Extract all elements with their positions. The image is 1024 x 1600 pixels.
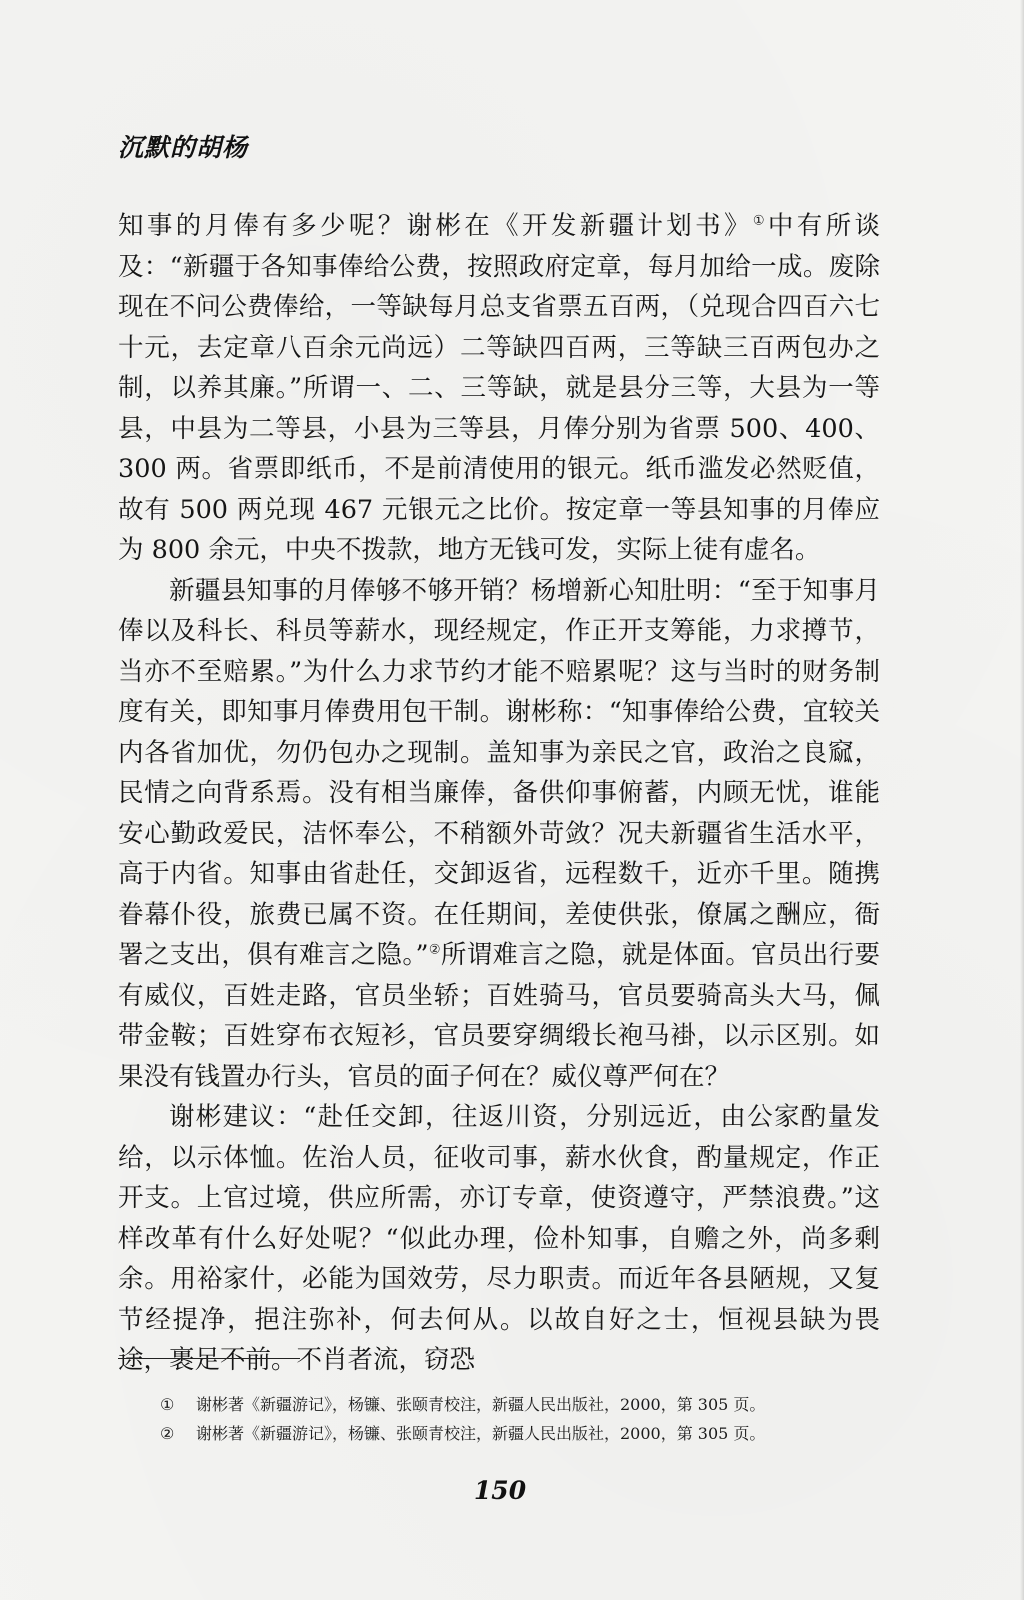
footnote-ref-1: ① (752, 213, 768, 229)
paragraph-2-text-a: 新疆县知事的月俸够不够开销？杨增新心知肚明：“至于知事月俸以及科长、科员等薪水，现经规定，作正开支筹能，力求撙节，当亦不至赔累。”为什么力求节约才能不赔累呢？这与当时的财务制度有关，即知事月俸费用包干制。谢彬称：“知事俸给公费，宜较关内各省加优，勿仍包办之现制。盖知事为亲民之官，政治之良窳，民情之向背系焉。没有相当廉俸，备供仰事俯蓄，内顾无忧，谁能安心勤政爱民，洁怀奉公，不稍额外苛敛？况夫新疆省生活水平，高于内省。知事由省赴任，交卸返省，远程数千，近亦千里。随携眷幕仆役，旅费已属不资。在任期间，差使供张，僚属之酬应，衙署之支出，俱有难言之隐。” (118, 575, 880, 970)
paragraph-3 (118, 1097, 880, 1381)
scan-edge-shadow (1020, 0, 1024, 1600)
paragraph-1 (118, 206, 880, 571)
paragraph-1-text-a: 知事的月俸有多少呢？谢彬在《开发新疆计划书》 (118, 211, 753, 241)
footnote-ref-2: ② (428, 942, 441, 958)
footnote-1 (160, 1390, 900, 1419)
footnote-1-mark: ① (160, 1395, 175, 1414)
running-head: 沉默的胡杨 (118, 133, 249, 162)
footnote-2 (160, 1419, 900, 1448)
paragraph-2 (118, 571, 880, 1098)
paragraph-1-text-b: 中有所谈及：“新疆于各知事俸给公费，按照政府定章，每月加给一成。废除现在不问公费俸给，一等缺每月总支省票五百两，（兑现合四百六七十元，去定章八百余元尚远）二等缺四百两，三等缺三百两包办之制，以养其廉。”所谓一、二、三等缺，就是县分三等，大县为一等县，中县为二等县，小县为三等县，月俸分别为省票 500、400、300 两。省票即纸币，不是前清使用的银元。纸币滥发必然贬值，故有 500 两兑现 467 元银元之比价。按定章一等县知事的月俸应为 800 余元，中央不拨款，地方无钱可发，实际上徒有虚名。 (118, 211, 880, 565)
footnote-2-mark: ② (160, 1424, 175, 1443)
footnote-1-text: 谢彬著《新疆游记》，杨镰、张颐青校注，新疆人民出版社，2000，第 305 页。 (196, 1395, 766, 1414)
page-number: 150 (473, 1476, 527, 1505)
body-text (118, 206, 880, 1381)
paragraph-3-text-a: 谢彬建议：“赴任交卸，往返川资，分别远近，由公家酌量发给，以示体恤。佐治人员，征收司事，薪水伙食，酌量规定，作正开支。上官过境，供应所需，亦订专章，使资遵守，严禁浪费。”这样改革有什么好处呢？“似此办理，俭朴知事，自赡之外，尚多剩余。用裕家什，必能为国效劳，尽力职责。而近年各县陋规，又复节经提净，挹注弥补，何去何从。以故自好之士，恒视县缺为畏途，裹足不前。不肖者流，窃恐 (118, 1102, 880, 1375)
footnote-2-text: 谢彬著《新疆游记》，杨镰、张颐青校注，新疆人民出版社，2000，第 305 页。 (196, 1424, 766, 1443)
footnotes (160, 1390, 900, 1448)
footnote-separator (118, 1358, 300, 1359)
paragraph-2-text-b: 所谓难言之隐，就是体面。官员出行要有威仪，百姓走路，官员坐轿；百姓骑马，官员要骑高头大马，佩带金鞍；百姓穿布衣短衫，官员要穿绸缎长袍马褂，以示区别。如果没有钱置办行头，官员的面子何在？威仪尊严何在？ (118, 940, 880, 1092)
